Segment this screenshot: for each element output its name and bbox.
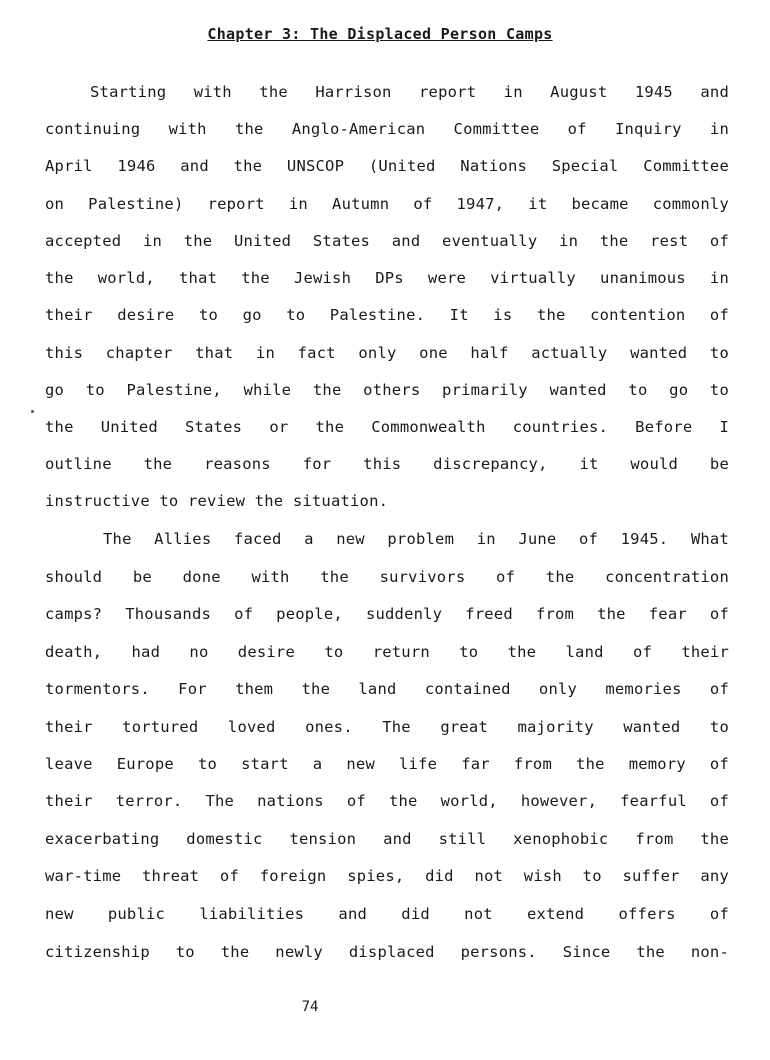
paragraph-1-line-9: go to Palestine, while the others primarily wanted to go to (45, 381, 729, 399)
paragraph-1-line-1: Starting with the Harrison report in August 1945 and (90, 83, 729, 101)
paragraph-2-line-7: leave Europe to start a new life far from the memory of (45, 755, 729, 773)
paragraph-2-line-3: camps? Thousands of people, suddenly freed from the fear of (45, 605, 729, 623)
paragraph-1-line-2: continuing with the Anglo-American Committee of Inquiry in (45, 120, 729, 138)
paragraph-2-line-4: death, had no desire to return to the land of their (45, 643, 729, 661)
paragraph-2-line-5: tormentors. For them the land contained only memories of (45, 680, 729, 698)
paragraph-2-line-10: war-time threat of foreign spies, did not wish to suffer any (45, 867, 729, 885)
paragraph-1-line-7: their desire to go to Palestine. It is the contention of (45, 306, 729, 324)
paragraph-2-line-6: their tortured loved ones. The great majority wanted to (45, 718, 729, 736)
paragraph-1-line-5: accepted in the United States and eventually in the rest of (45, 232, 729, 250)
paragraph-1-line-10: the United States or the Commonwealth countries. Before I (45, 418, 729, 436)
page-number: 74 (301, 999, 319, 1015)
paragraph-1-line-6: the world, that the Jewish DPs were virtually unanimous in (45, 269, 729, 287)
chapter-title: Chapter 3: The Displaced Person Camps (207, 25, 553, 43)
paragraph-1-line-3: April 1946 and the UNSCOP (United Nations Special Committee (45, 157, 729, 175)
paragraph-1-line-8: this chapter that in fact only one half actually wanted to (45, 344, 729, 362)
paragraph-1-line-4: on Palestine) report in Autumn of 1947, it became commonly (45, 195, 729, 213)
paragraph-1-line-12: instructive to review the situation. (45, 492, 389, 510)
paragraph-2-line-9: exacerbating domestic tension and still xenophobic from the (45, 830, 729, 848)
scan-speck (31, 410, 34, 413)
paragraph-2-line-12: citizenship to the newly displaced persons. Since the non- (45, 943, 729, 961)
paragraph-2-line-11: new public liabilities and did not extend offers of (45, 905, 729, 923)
paragraph-2-line-2: should be done with the survivors of the concentration (45, 568, 729, 586)
paragraph-2-line-1: The Allies faced a new problem in June of 1945. What (103, 530, 729, 548)
paragraph-2-line-8: their terror. The nations of the world, however, fearful of (45, 792, 729, 810)
paragraph-1-line-11: outline the reasons for this discrepancy, it would be (45, 455, 729, 473)
